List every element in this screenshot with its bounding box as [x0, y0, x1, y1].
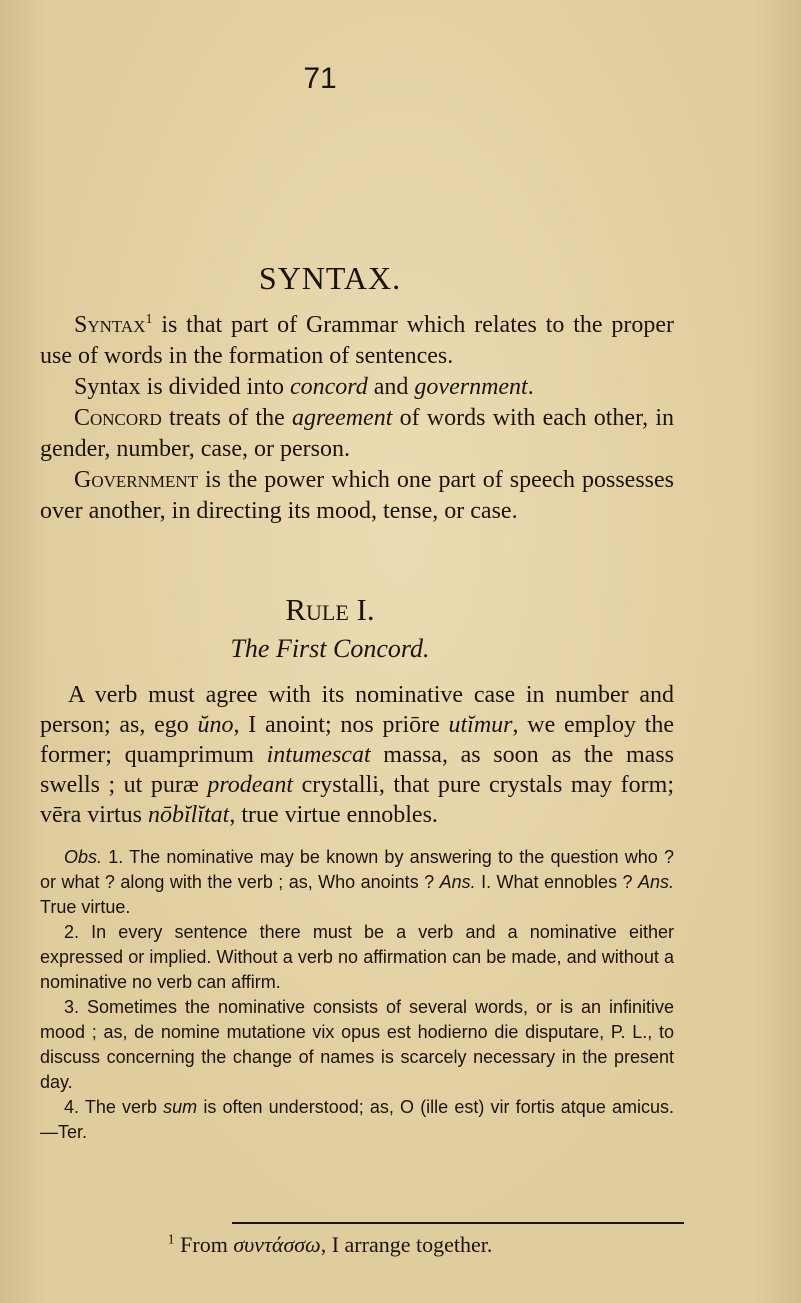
term-government: Government: [74, 467, 199, 493]
latin-example: intumescat: [266, 742, 371, 768]
latin-example: nōbĭlĭtat: [147, 802, 230, 828]
latin-example: utĭmur: [448, 712, 513, 738]
rule-one-text: [40, 680, 674, 830]
rule-heading: Rule I.: [285, 592, 375, 627]
page-title: SYNTAX.: [258, 260, 402, 296]
paragraph-text: treats of the: [161, 405, 292, 431]
rule-paragraph: [40, 680, 674, 830]
term-agreement-italic: agreement: [291, 405, 393, 431]
footnote-reference: 1: [145, 312, 153, 327]
paragraph-text: is the power which one part of speech possesses over another, in directing its mood, tense, or case.: [40, 467, 674, 524]
answer-label: Ans.: [637, 872, 675, 892]
term-concord-italic: concord: [290, 374, 368, 400]
observation-3: 3. Sometimes the nominative consists of several words, or is an infinitive mood ; as, de nomine mutatione vix opus est hodierno die disputare, P. L., to discuss concerning the change of names is scarcely necessary in the present day.: [40, 997, 674, 1092]
paragraph-text: is that part of Grammar which relates to the proper use of words in the formation of sentences.: [40, 312, 674, 369]
rule-text-segment: , I anoint; nos priōre: [233, 712, 449, 738]
obs-text: is often understood; as, O (ille est) vir fortis atque amicus.—Ter.: [40, 1097, 674, 1142]
paragraph-syntax-division: [40, 372, 674, 403]
observation-1: [40, 845, 674, 920]
footnote-divider: [232, 1222, 684, 1224]
rule-subheading: The First Concord.: [230, 634, 430, 663]
obs-text: I. What ennobles ?: [475, 872, 638, 892]
footnote-text: , I arrange together.: [320, 1232, 493, 1257]
footnote-marker: 1: [167, 1232, 175, 1248]
footnote: [0, 1232, 660, 1258]
page-number: 71: [303, 62, 337, 95]
obs-text: 1. The nominative may be known by answering to the question who ? or what ? along with the verb ; as, Who anoints ?: [40, 847, 674, 892]
rule-text-segment: , we employ the former; quamprimum: [40, 712, 675, 768]
obs-text: True virtue.: [40, 897, 131, 917]
observation-2: 2. In every sentence there must be a verb and a nominative either expressed or implied. Without a verb no affirmation can be made, and without a nominative no verb can affirm.: [40, 922, 674, 992]
observation-4: [40, 1095, 674, 1145]
paragraph-syntax-definition: [40, 310, 674, 372]
term-concord: Concord: [74, 405, 162, 431]
paragraph-text: Syntax is divided into: [74, 374, 290, 400]
paragraph-text: and: [367, 374, 415, 400]
paragraph-text: .: [527, 374, 534, 400]
observations: [40, 845, 674, 1145]
obs-text: 4. The verb: [64, 1097, 164, 1117]
term-syntax: Syntax: [74, 312, 146, 338]
latin-example: prodeant: [207, 772, 294, 798]
paragraph-government-definition: [40, 465, 674, 527]
greek-word: συντάσσω: [233, 1232, 321, 1257]
rule-text-segment: A verb must agree with its nominative case in number and person; as, ego: [40, 682, 674, 738]
paragraph-concord-definition: [40, 403, 674, 465]
latin-example: ŭno: [197, 712, 234, 738]
rule-text-segment: crystalli, that pure crystals may form; vēra virtus: [40, 772, 674, 828]
term-government-italic: government: [414, 374, 528, 400]
rule-text-segment: , true virtue ennobles.: [229, 802, 438, 828]
paragraph-text: of words with each other, in gender, number, case, or person.: [40, 405, 674, 462]
answer-label: Ans.: [439, 872, 476, 892]
obs-label: Obs.: [64, 847, 103, 867]
rule-text-segment: massa, as soon as the mass swells ; ut puræ: [40, 742, 674, 798]
syntax-definitions: [40, 310, 674, 527]
footnote-text: From: [174, 1232, 234, 1257]
term-sum-italic: sum: [163, 1097, 198, 1117]
